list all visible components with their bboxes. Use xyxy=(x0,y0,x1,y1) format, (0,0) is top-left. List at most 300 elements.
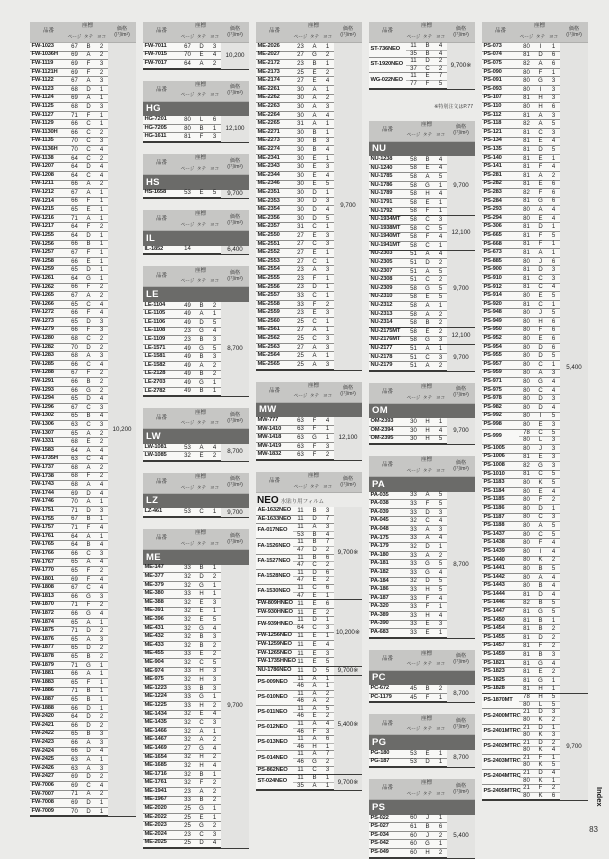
product-code-cell: ME-2551 xyxy=(256,241,293,250)
coord-cell: A xyxy=(82,533,95,542)
product-code-cell: NU-1240 xyxy=(369,165,406,174)
product-code-cell: FW-1738 xyxy=(30,473,67,482)
coord-cell: 64 xyxy=(67,275,82,284)
header-yoko-label: ヨコ xyxy=(435,661,446,667)
coord-cell: 82 xyxy=(519,462,534,471)
coord-cell: D xyxy=(195,319,208,328)
price-table-pa xyxy=(369,456,475,639)
coord-cell: H xyxy=(534,103,547,112)
coord-cell: 3 xyxy=(434,216,447,225)
coord-cell: F xyxy=(195,133,208,142)
coord-cell: 6 2 xyxy=(321,555,334,570)
coord-cell: 5 xyxy=(434,225,447,234)
coord-cell: 23 xyxy=(293,275,308,284)
coord-cell: E xyxy=(308,609,321,618)
product-code-cell: ME-2346 xyxy=(256,181,293,190)
coord-cell: 32 xyxy=(180,573,195,582)
coord-cell: 3 xyxy=(547,421,560,430)
coord-cell: F xyxy=(534,232,547,241)
header-page-label: ページ xyxy=(406,790,421,796)
coord-cell: 3 xyxy=(547,462,560,471)
coord-cell: 3 xyxy=(208,633,221,642)
coord-cell: 33 xyxy=(406,569,421,578)
product-code-cell: NU-1238 xyxy=(369,156,406,165)
coord-cell: 67 xyxy=(67,189,82,198)
table-header xyxy=(369,22,475,43)
coord-cell: 4 xyxy=(321,77,334,86)
coord-cell: F xyxy=(195,779,208,788)
coord-cell: 80 xyxy=(519,488,534,497)
coord-cell: 81 xyxy=(519,275,534,284)
coord-cell: 80 xyxy=(519,548,534,557)
coord-cell: 81 xyxy=(519,163,534,172)
coord-cell: D xyxy=(534,52,547,61)
coord-cell: 80 xyxy=(180,116,195,125)
coord-cell: A G xyxy=(308,751,321,766)
product-code-cell: NU-1789 xyxy=(369,190,406,199)
coord-cell: F xyxy=(421,500,434,509)
coord-cell: 2 xyxy=(208,736,221,745)
coord-cell: 66 xyxy=(67,361,82,370)
coord-cell: 32 xyxy=(406,578,421,587)
coord-cell: 66 xyxy=(67,670,82,679)
header-page-label: ページ xyxy=(406,467,421,473)
header-tate-label: タテ xyxy=(422,661,433,667)
coord-cell: 1 xyxy=(95,808,108,817)
header-coord-label: 座標 xyxy=(307,23,319,30)
product-code-cell: PS-885 xyxy=(482,258,519,267)
coord-cell: 1 xyxy=(95,799,108,808)
coord-cell: I xyxy=(534,548,547,557)
coord-cell: 1 xyxy=(547,155,560,164)
product-code-cell: ME-388 xyxy=(143,599,180,608)
header-coord-label: 座標 xyxy=(194,267,206,274)
product-code-cell: FW-2426 xyxy=(30,765,67,774)
table-header xyxy=(369,456,475,477)
coord-cell: 2 2 xyxy=(434,58,447,73)
coord-cell: B xyxy=(308,146,321,155)
coord-cell: 33 xyxy=(180,702,195,711)
coord-cell: 27 xyxy=(180,745,195,754)
coord-cell: 21 80 xyxy=(519,770,534,785)
coord-cell: 2 xyxy=(208,362,221,371)
coord-cell: 30 xyxy=(293,172,308,181)
coord-cell: 4 xyxy=(547,591,560,600)
coord-cell: A xyxy=(534,120,547,129)
coord-cell: 65 xyxy=(67,559,82,568)
coord-cell: 1 xyxy=(95,679,108,688)
product-code-cell: ME-2561 xyxy=(256,327,293,336)
product-code-cell: NU-2175MT xyxy=(369,328,406,337)
coord-cell: A xyxy=(195,362,208,371)
coord-cell: 63 xyxy=(293,417,308,426)
product-code-cell: PS-665 xyxy=(482,232,519,241)
coord-cell: 65 xyxy=(67,266,82,275)
product-code-cell: LE-1582 xyxy=(143,362,180,371)
product-code-cell: PS-1006 xyxy=(482,454,519,463)
coord-cell: C xyxy=(534,301,547,310)
product-code-cell: FW-2420 xyxy=(30,713,67,722)
header-tate-label: タテ xyxy=(422,394,433,400)
coord-cell: B B xyxy=(421,43,434,58)
coord-cell: 23 xyxy=(293,43,308,52)
coord-cell: F xyxy=(82,473,95,482)
header-price-label: 価格 (円/m²) xyxy=(453,459,469,472)
coord-cell: 4 xyxy=(321,206,334,215)
price-cell: 8,700 xyxy=(447,750,475,767)
coord-cell: 64 xyxy=(67,713,82,722)
coord-cell: E xyxy=(421,294,434,303)
coord-cell: D xyxy=(534,404,547,413)
coord-cell: G xyxy=(82,662,95,671)
coord-cell: 1 1 xyxy=(321,676,334,691)
coord-cell: C xyxy=(421,517,434,526)
coord-cell: 3 xyxy=(208,668,221,677)
coord-cell: 33 xyxy=(406,621,421,630)
coord-cell: 1 xyxy=(95,688,108,697)
coord-cell: 32 xyxy=(180,754,195,763)
coord-cell: D xyxy=(82,103,95,112)
product-code-cell: FW-930HNEO xyxy=(256,609,293,618)
table-body xyxy=(369,815,475,858)
coord-cell: D xyxy=(534,352,547,361)
coord-cell: 27 xyxy=(293,241,308,250)
coord-cell: E xyxy=(195,608,208,617)
coord-cell: 78 80 xyxy=(519,694,534,709)
product-code-cell: PS-282 xyxy=(482,181,519,190)
product-code-cell: PA-180 xyxy=(369,552,406,561)
header-coord-label: 座標 xyxy=(194,23,206,30)
coord-cell: 64 xyxy=(67,172,82,181)
coord-cell: B xyxy=(195,642,208,651)
coord-cell: 67 xyxy=(67,249,82,258)
coord-cell: 2 xyxy=(208,702,221,711)
coord-cell: 4 xyxy=(434,156,447,165)
coord-cell: 71 xyxy=(67,524,82,533)
coord-cell: 3 xyxy=(547,77,560,86)
coord-cell: 4 xyxy=(95,146,108,155)
coord-cell: C xyxy=(308,292,321,301)
product-code-cell: PS-110 xyxy=(482,103,519,112)
coord-cell: 5 xyxy=(434,500,447,509)
coord-cell: A xyxy=(195,444,208,453)
coord-cell: 58 xyxy=(406,302,421,311)
price-table-lz xyxy=(143,473,249,518)
section-band-om: OM xyxy=(369,404,475,419)
coord-cell: E xyxy=(308,249,321,258)
product-code-cell: PA-186 xyxy=(369,586,406,595)
coord-cell: 1 xyxy=(95,249,108,258)
coord-cell: 66 xyxy=(67,739,82,748)
coord-cell: C xyxy=(195,719,208,728)
coord-cell: 27 xyxy=(293,77,308,86)
coord-cell: 4 xyxy=(208,711,221,720)
product-code-cell: ME-975 xyxy=(143,676,180,685)
product-code-cell: PS-093 xyxy=(482,86,519,95)
coord-cell: 5 xyxy=(547,531,560,540)
coord-cell: 3 xyxy=(547,395,560,404)
coord-cell: 81 xyxy=(519,172,534,181)
coord-cell: H xyxy=(421,586,434,595)
coord-cell: 80 xyxy=(519,413,534,422)
coord-cell: 30 xyxy=(293,155,308,164)
table-header xyxy=(143,266,249,287)
coord-cell: 6 xyxy=(434,823,447,832)
coord-cell: 80 xyxy=(519,215,534,224)
header-code-label: 品番 xyxy=(155,160,167,167)
coord-cell: 2 xyxy=(95,52,108,61)
price-table-continued xyxy=(143,22,249,70)
coord-cell: 65 xyxy=(67,206,82,215)
product-code-cell: FW-2427 xyxy=(30,773,67,782)
product-code-cell: PS-1455 xyxy=(482,634,519,643)
coord-cell: 1 xyxy=(434,242,447,251)
coord-cell: D xyxy=(82,713,95,722)
coord-cell: 2 xyxy=(434,311,447,320)
coord-cell: E xyxy=(308,181,321,190)
coord-cell: 2 xyxy=(95,69,108,78)
coord-cell: F xyxy=(421,208,434,217)
product-code-cell: PS-948 xyxy=(482,309,519,318)
product-code-cell: FW-1872 xyxy=(30,610,67,619)
coord-cell: 2 6 xyxy=(547,785,560,800)
coord-cell: 11 xyxy=(293,633,308,642)
table-body xyxy=(30,43,136,816)
coord-cell: H xyxy=(534,318,547,327)
product-code-cell: FW-7009 xyxy=(30,808,67,817)
coord-cell: 21 80 xyxy=(519,755,534,770)
product-code-cell: LE-1109 xyxy=(143,336,180,345)
coord-cell: 80 xyxy=(519,421,534,430)
coord-cell: G xyxy=(534,462,547,471)
product-code-cell: ME-2026 xyxy=(256,43,293,52)
coord-cell: H xyxy=(534,95,547,104)
coord-cell: 2 xyxy=(321,52,334,61)
coord-cell: 69 xyxy=(67,490,82,499)
header-coord-label: 座標 xyxy=(420,780,432,787)
coord-cell: G xyxy=(421,560,434,569)
coord-cell: 27 xyxy=(293,232,308,241)
table-header xyxy=(369,779,475,800)
product-code-cell: FW-1770 xyxy=(30,567,67,576)
coord-cell: 32 xyxy=(180,633,195,642)
coord-cell: 80 xyxy=(519,69,534,78)
product-code-cell: ME-433 xyxy=(143,642,180,651)
coord-cell: A xyxy=(421,268,434,277)
table-header xyxy=(369,121,475,142)
coord-cell: A H xyxy=(308,736,321,751)
product-code-cell: ME-2357 xyxy=(256,223,293,232)
coord-cell: 2 xyxy=(434,276,447,285)
price-cell: 12,100 xyxy=(447,328,475,345)
coord-cell: 81 xyxy=(519,660,534,669)
coord-cell: 32 xyxy=(406,517,421,526)
coord-cell: 11 35 xyxy=(406,43,421,58)
coord-cell: D xyxy=(534,634,547,643)
product-code-cell: ME-391 xyxy=(143,608,180,617)
coord-cell: 80 xyxy=(519,505,534,514)
coord-cell: 3 xyxy=(208,719,221,728)
coord-cell: 80 xyxy=(519,370,534,379)
coord-cell: G xyxy=(195,625,208,634)
price-cell: 12,100 xyxy=(221,116,249,142)
product-code-cell: FW-1291 xyxy=(30,378,67,387)
coord-cell: 3 xyxy=(321,335,334,344)
coord-cell: 32 xyxy=(180,771,195,780)
coord-cell: A xyxy=(82,215,95,224)
coord-cell: A xyxy=(82,95,95,104)
coord-cell: 2 xyxy=(547,557,560,566)
product-code-cell: PA-181 xyxy=(369,560,406,569)
coord-cell: 70 xyxy=(67,344,82,353)
coord-cell: H xyxy=(195,676,208,685)
coord-cell: 4 xyxy=(434,190,447,199)
price-cell: 9,700 xyxy=(447,251,475,328)
coord-cell: F xyxy=(308,426,321,435)
coord-cell: 1 xyxy=(208,608,221,617)
coord-cell: 82 xyxy=(519,120,534,129)
coord-cell: 80 xyxy=(519,522,534,531)
coord-cell: A xyxy=(534,249,547,258)
coord-cell: F xyxy=(421,233,434,242)
page-number: 83 xyxy=(589,825,598,834)
coord-cell: H xyxy=(195,668,208,677)
product-code-cell: PS-1438 xyxy=(482,539,519,548)
product-code-cell: FW-7008 xyxy=(30,799,67,808)
catalog-columns xyxy=(30,22,588,859)
coord-cell: E xyxy=(534,292,547,301)
coord-cell: 3 xyxy=(434,621,447,630)
coord-cell: A xyxy=(195,788,208,797)
coord-cell: 1 xyxy=(208,508,221,517)
coord-cell: 3 xyxy=(95,77,108,86)
coord-cell: 27 xyxy=(293,327,308,336)
coord-cell: 63 xyxy=(67,421,82,430)
product-code-cell: FW-2425 xyxy=(30,756,67,765)
table-header xyxy=(256,22,362,43)
coord-cell: 80 xyxy=(519,258,534,267)
coord-cell: F xyxy=(82,567,95,576)
coord-cell: 33 xyxy=(180,651,195,660)
coord-cell: 11 46 xyxy=(293,736,308,751)
product-code-cell: OM-2394 xyxy=(369,427,406,436)
coord-cell: 65 xyxy=(67,318,82,327)
coord-cell: 66 xyxy=(67,722,82,731)
coord-cell: 7 xyxy=(321,516,334,525)
product-code-cell: PS-1008 xyxy=(482,462,519,471)
coord-cell: 66 xyxy=(67,309,82,318)
product-code-cell: PS-075 xyxy=(482,60,519,69)
product-code-cell: ME-2341 xyxy=(256,155,293,164)
product-code-cell: FW-1878 xyxy=(30,653,67,662)
coord-cell: H xyxy=(421,849,434,858)
price-cell: 8,700 xyxy=(221,302,249,397)
header-coord-label: 座標 xyxy=(194,530,206,537)
coord-cell: 3 xyxy=(547,112,560,121)
coord-cell: 27 xyxy=(293,249,308,258)
product-code-cell: FW-1123 xyxy=(30,86,67,95)
product-code-cell: LE-1104 xyxy=(143,302,180,311)
coord-cell: A xyxy=(308,266,321,275)
coord-cell: B xyxy=(82,241,95,250)
coord-cell: 1 xyxy=(321,155,334,164)
coord-cell: 1 xyxy=(434,750,447,759)
coord-cell: 4 xyxy=(547,378,560,387)
product-code-cell: FW-1761 xyxy=(30,533,67,542)
coord-cell: 4 3 xyxy=(321,721,334,736)
coord-cell: D xyxy=(195,573,208,582)
coord-cell: F xyxy=(308,301,321,310)
product-code-cell: FW-1735H xyxy=(30,456,67,465)
coord-cell: 4 xyxy=(95,309,108,318)
coord-cell: 3 xyxy=(208,676,221,685)
product-code-cell: FW-1751 xyxy=(30,507,67,516)
coord-cell: H xyxy=(421,612,434,621)
price-table-hg xyxy=(143,81,249,143)
price-table-il xyxy=(143,210,249,255)
product-code-cell: ME-2265 xyxy=(256,120,293,129)
product-code-cell: PS-027 xyxy=(369,823,406,832)
coord-cell: E xyxy=(195,52,208,61)
coord-cell: 31 xyxy=(293,223,308,232)
product-code-cell: PS-012NEO xyxy=(256,721,293,736)
product-code-cell: NU-2179 xyxy=(369,362,406,371)
coord-cell: 1 xyxy=(547,301,560,310)
coord-cell: A xyxy=(308,361,321,370)
coord-cell: 30 xyxy=(293,138,308,147)
coord-cell: 4 4 xyxy=(434,43,447,58)
coord-cell: 4 xyxy=(434,251,447,260)
product-code-cell: PS-950 xyxy=(482,327,519,336)
coord-cell: 3 xyxy=(321,138,334,147)
product-code-cell: PS-1437 xyxy=(482,531,519,540)
coord-cell: 5 xyxy=(208,345,221,354)
coord-cell: C xyxy=(82,584,95,593)
product-code-cell: PS-1441 xyxy=(482,565,519,574)
product-code-cell: NU-2303 xyxy=(369,251,406,260)
coord-cell: 4 xyxy=(95,456,108,465)
coord-cell: E xyxy=(534,488,547,497)
header-yoko-label: ヨコ xyxy=(209,92,220,98)
coord-cell: 81 xyxy=(519,52,534,61)
coord-cell: 2 xyxy=(95,335,108,344)
coord-cell: D C xyxy=(421,58,434,73)
coord-cell: 7 5 xyxy=(434,73,447,88)
coord-cell: B xyxy=(82,541,95,550)
coord-cell: 3 xyxy=(434,337,447,346)
coord-cell: 5 xyxy=(547,565,560,574)
coord-cell: 1 xyxy=(95,266,108,275)
coord-cell: 80 xyxy=(519,77,534,86)
coord-cell: E xyxy=(195,616,208,625)
coord-cell: D xyxy=(421,509,434,518)
header-tate-label: タテ xyxy=(196,540,207,546)
coord-cell: 5 xyxy=(547,292,560,301)
index-tab[interactable]: Index xyxy=(595,787,604,807)
coord-cell: K xyxy=(534,479,547,488)
coord-cell: 49 xyxy=(180,353,195,362)
product-code-cell: FW-1136H xyxy=(30,146,67,155)
coord-cell: 4 xyxy=(95,576,108,585)
product-code-cell: PS-1183 xyxy=(482,479,519,488)
coord-cell: A xyxy=(308,120,321,129)
coord-cell: 1 xyxy=(95,662,108,671)
coord-cell: E xyxy=(82,438,95,447)
product-code-cell: PS-034 xyxy=(369,832,406,841)
product-code-cell: PA-045 xyxy=(369,517,406,526)
table-body xyxy=(369,156,475,371)
coord-cell: A xyxy=(534,574,547,583)
